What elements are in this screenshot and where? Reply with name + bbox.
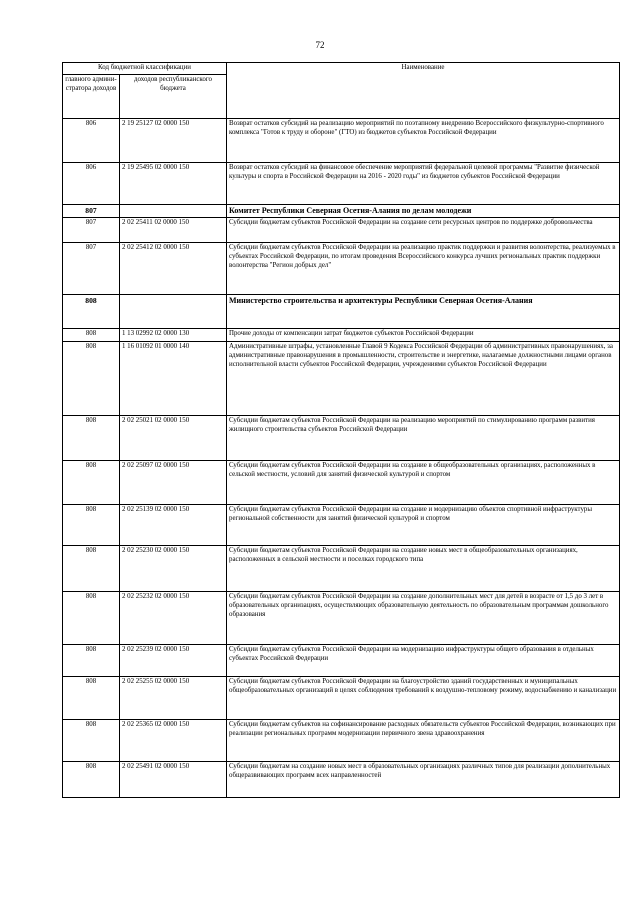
income-code-cell: 2 02 25021 02 0000 150 xyxy=(120,416,227,461)
admin-code-cell: 807 xyxy=(63,204,120,217)
name-cell: Министерство строительства и архитектуры Республики Северная Осетия-Алания xyxy=(227,295,620,329)
name-cell: Субсидии бюджетам субъектов Российской Федерации на модернизацию инфраструктуры общего образования в отдельных субъектах Российской Федерации xyxy=(227,645,620,677)
income-code-cell: 1 16 01092 01 0000 140 xyxy=(120,342,227,416)
admin-code-cell: 808 xyxy=(63,677,120,720)
name-cell: Комитет Республики Северная Осетия-Алания по делам молодежи xyxy=(227,204,620,217)
admin-code-cell: 808 xyxy=(63,416,120,461)
table-row xyxy=(63,677,620,720)
admin-code-cell: 808 xyxy=(63,720,120,762)
name-cell: Субсидии бюджетам субъектов Российской Федерации на реализацию мероприятий по стимулированию программ развития жилищного строительства субъектов Российской Федерации xyxy=(227,416,620,461)
name-cell: Субсидии бюджетам субъектов Российской Федерации на создание дополнительных мест для детей в возрасте от 1,5 до 3 лет в образовательных организациях, осуществляющих образовательную деятельность по образовательным программам дошкольного образования xyxy=(227,592,620,645)
admin-code-cell: 808 xyxy=(63,342,120,416)
admin-code-cell: 808 xyxy=(63,592,120,645)
name-cell: Субсидии бюджетам субъектов на софинансирование расходных обязательств субъектов Российской Федерации, возникающих при реализации региональных программ модернизации первичного звена здравоохранения xyxy=(227,720,620,762)
page-number: 72 xyxy=(315,40,325,50)
income-code-cell: 1 13 02992 02 0000 130 xyxy=(120,329,227,342)
admin-code-cell: 808 xyxy=(63,461,120,505)
table-row xyxy=(63,243,620,295)
table-row xyxy=(63,416,620,461)
admin-code-cell: 808 xyxy=(63,762,120,798)
table-row xyxy=(63,762,620,798)
table-row xyxy=(63,342,620,416)
table-row xyxy=(63,162,620,204)
admin-code-cell: 806 xyxy=(63,118,120,162)
income-code-cell: 2 02 25411 02 0000 150 xyxy=(120,218,227,243)
income-code-cell: 2 02 25412 02 0000 150 xyxy=(120,243,227,295)
name-cell: Субсидии бюджетам субъектов Российской Федерации на создание в общеобразовательных организациях, расположенных в сельской местности, условий для занятий физической культурой и спортом xyxy=(227,461,620,505)
table-row xyxy=(63,218,620,243)
table-row xyxy=(63,329,620,342)
header-name: Наименование xyxy=(227,63,620,119)
table-row xyxy=(63,461,620,505)
admin-code-cell: 806 xyxy=(63,162,120,204)
name-cell: Административные штрафы, установленные Главой 9 Кодекса Российской Федерации об административных правонарушениях, за административные правонарушения в промышленности, строительстве и энергетике, налагаемые должностными лицами органов исполнительной власти субъектов Российской Федерации, учреждениями субъектов Российской Федерации xyxy=(227,342,620,416)
admin-code-cell: 808 xyxy=(63,329,120,342)
name-cell: Субсидии бюджетам на создание новых мест в образовательных организациях различных типов для реализации дополнительных общеразвивающих программ всех направленностей xyxy=(227,762,620,798)
name-cell: Субсидии бюджетам субъектов Российской Федерации на создание сети ресурсных центров по поддержке добровольчества xyxy=(227,218,620,243)
table-row xyxy=(63,592,620,645)
table-row xyxy=(63,645,620,677)
admin-code-cell: 808 xyxy=(63,295,120,329)
name-cell: Субсидии бюджетам субъектов Российской Федерации на реализацию практик поддержки и развития волонтерства, реализуемых в субъектах Российской Федерации, по итогам проведения Всероссийского конкурса лучших региональных практик поддержки волонтерства "Регион добрых дел" xyxy=(227,243,620,295)
admin-code-cell: 807 xyxy=(63,218,120,243)
income-code-cell: 2 02 25365 02 0000 150 xyxy=(120,720,227,762)
income-code-cell: 2 02 25139 02 0000 150 xyxy=(120,505,227,546)
organization-row xyxy=(63,204,620,217)
table-row xyxy=(63,118,620,162)
name-cell: Субсидии бюджетам субъектов Российской Федерации на создание новых мест в общеобразовательных организациях, расположенных в сельской местности и поселках городского типа xyxy=(227,546,620,592)
income-code-cell: 2 02 25239 02 0000 150 xyxy=(120,645,227,677)
name-cell: Возврат остатков субсидий на реализацию мероприятий по поэтапному внедрению Всероссийского физкультурно-спортивного комплекса "Готов к труду и обороне" (ГТО) из бюджетов субъектов Российской Федерации xyxy=(227,118,620,162)
header-admin-code: главного админи-стратора доходов xyxy=(63,74,120,118)
income-code-cell xyxy=(120,204,227,217)
name-cell: Прочие доходы от компенсации затрат бюджетов субъектов Российской Федерации xyxy=(227,329,620,342)
income-code-cell: 2 02 25230 02 0000 150 xyxy=(120,546,227,592)
table-row xyxy=(63,546,620,592)
name-cell: Субсидии бюджетам субъектов Российской Федерации на создание и модернизацию объектов спортивной инфраструктуры региональной собственности для занятий физической культурой и спортом xyxy=(227,505,620,546)
income-code-cell: 2 02 25097 02 0000 150 xyxy=(120,461,227,505)
budget-classification-table xyxy=(62,62,620,798)
income-code-cell: 2 19 25127 02 0000 150 xyxy=(120,118,227,162)
income-code-cell: 2 02 25232 02 0000 150 xyxy=(120,592,227,645)
name-cell: Субсидии бюджетам субъектов Российской Федерации на благоустройство зданий государственных и муниципальных общеобразовательных организаций в целях соблюдения требований к воздушно-тепловому режиму, водоснабжению и канализации xyxy=(227,677,620,720)
organization-row xyxy=(63,295,620,329)
income-code-cell: 2 02 25255 02 0000 150 xyxy=(120,677,227,720)
admin-code-cell: 808 xyxy=(63,505,120,546)
admin-code-cell: 807 xyxy=(63,243,120,295)
name-cell: Возврат остатков субсидий на финансовое обеспечение мероприятий федеральной целевой программы "Развитие физической культуры и спорта в Российской Федерации на 2016 - 2020 годы" из бюджетов субъектов Российской Федерации xyxy=(227,162,620,204)
admin-code-cell: 808 xyxy=(63,645,120,677)
income-code-cell: 2 19 25495 02 0000 150 xyxy=(120,162,227,204)
header-classification-code: Код бюджетной классификации xyxy=(63,63,227,75)
income-code-cell: 2 02 25491 02 0000 150 xyxy=(120,762,227,798)
table-row xyxy=(63,720,620,762)
table-row xyxy=(63,505,620,546)
admin-code-cell: 808 xyxy=(63,546,120,592)
header-income-code: доходов республиканского бюджета xyxy=(120,74,227,118)
income-code-cell xyxy=(120,295,227,329)
